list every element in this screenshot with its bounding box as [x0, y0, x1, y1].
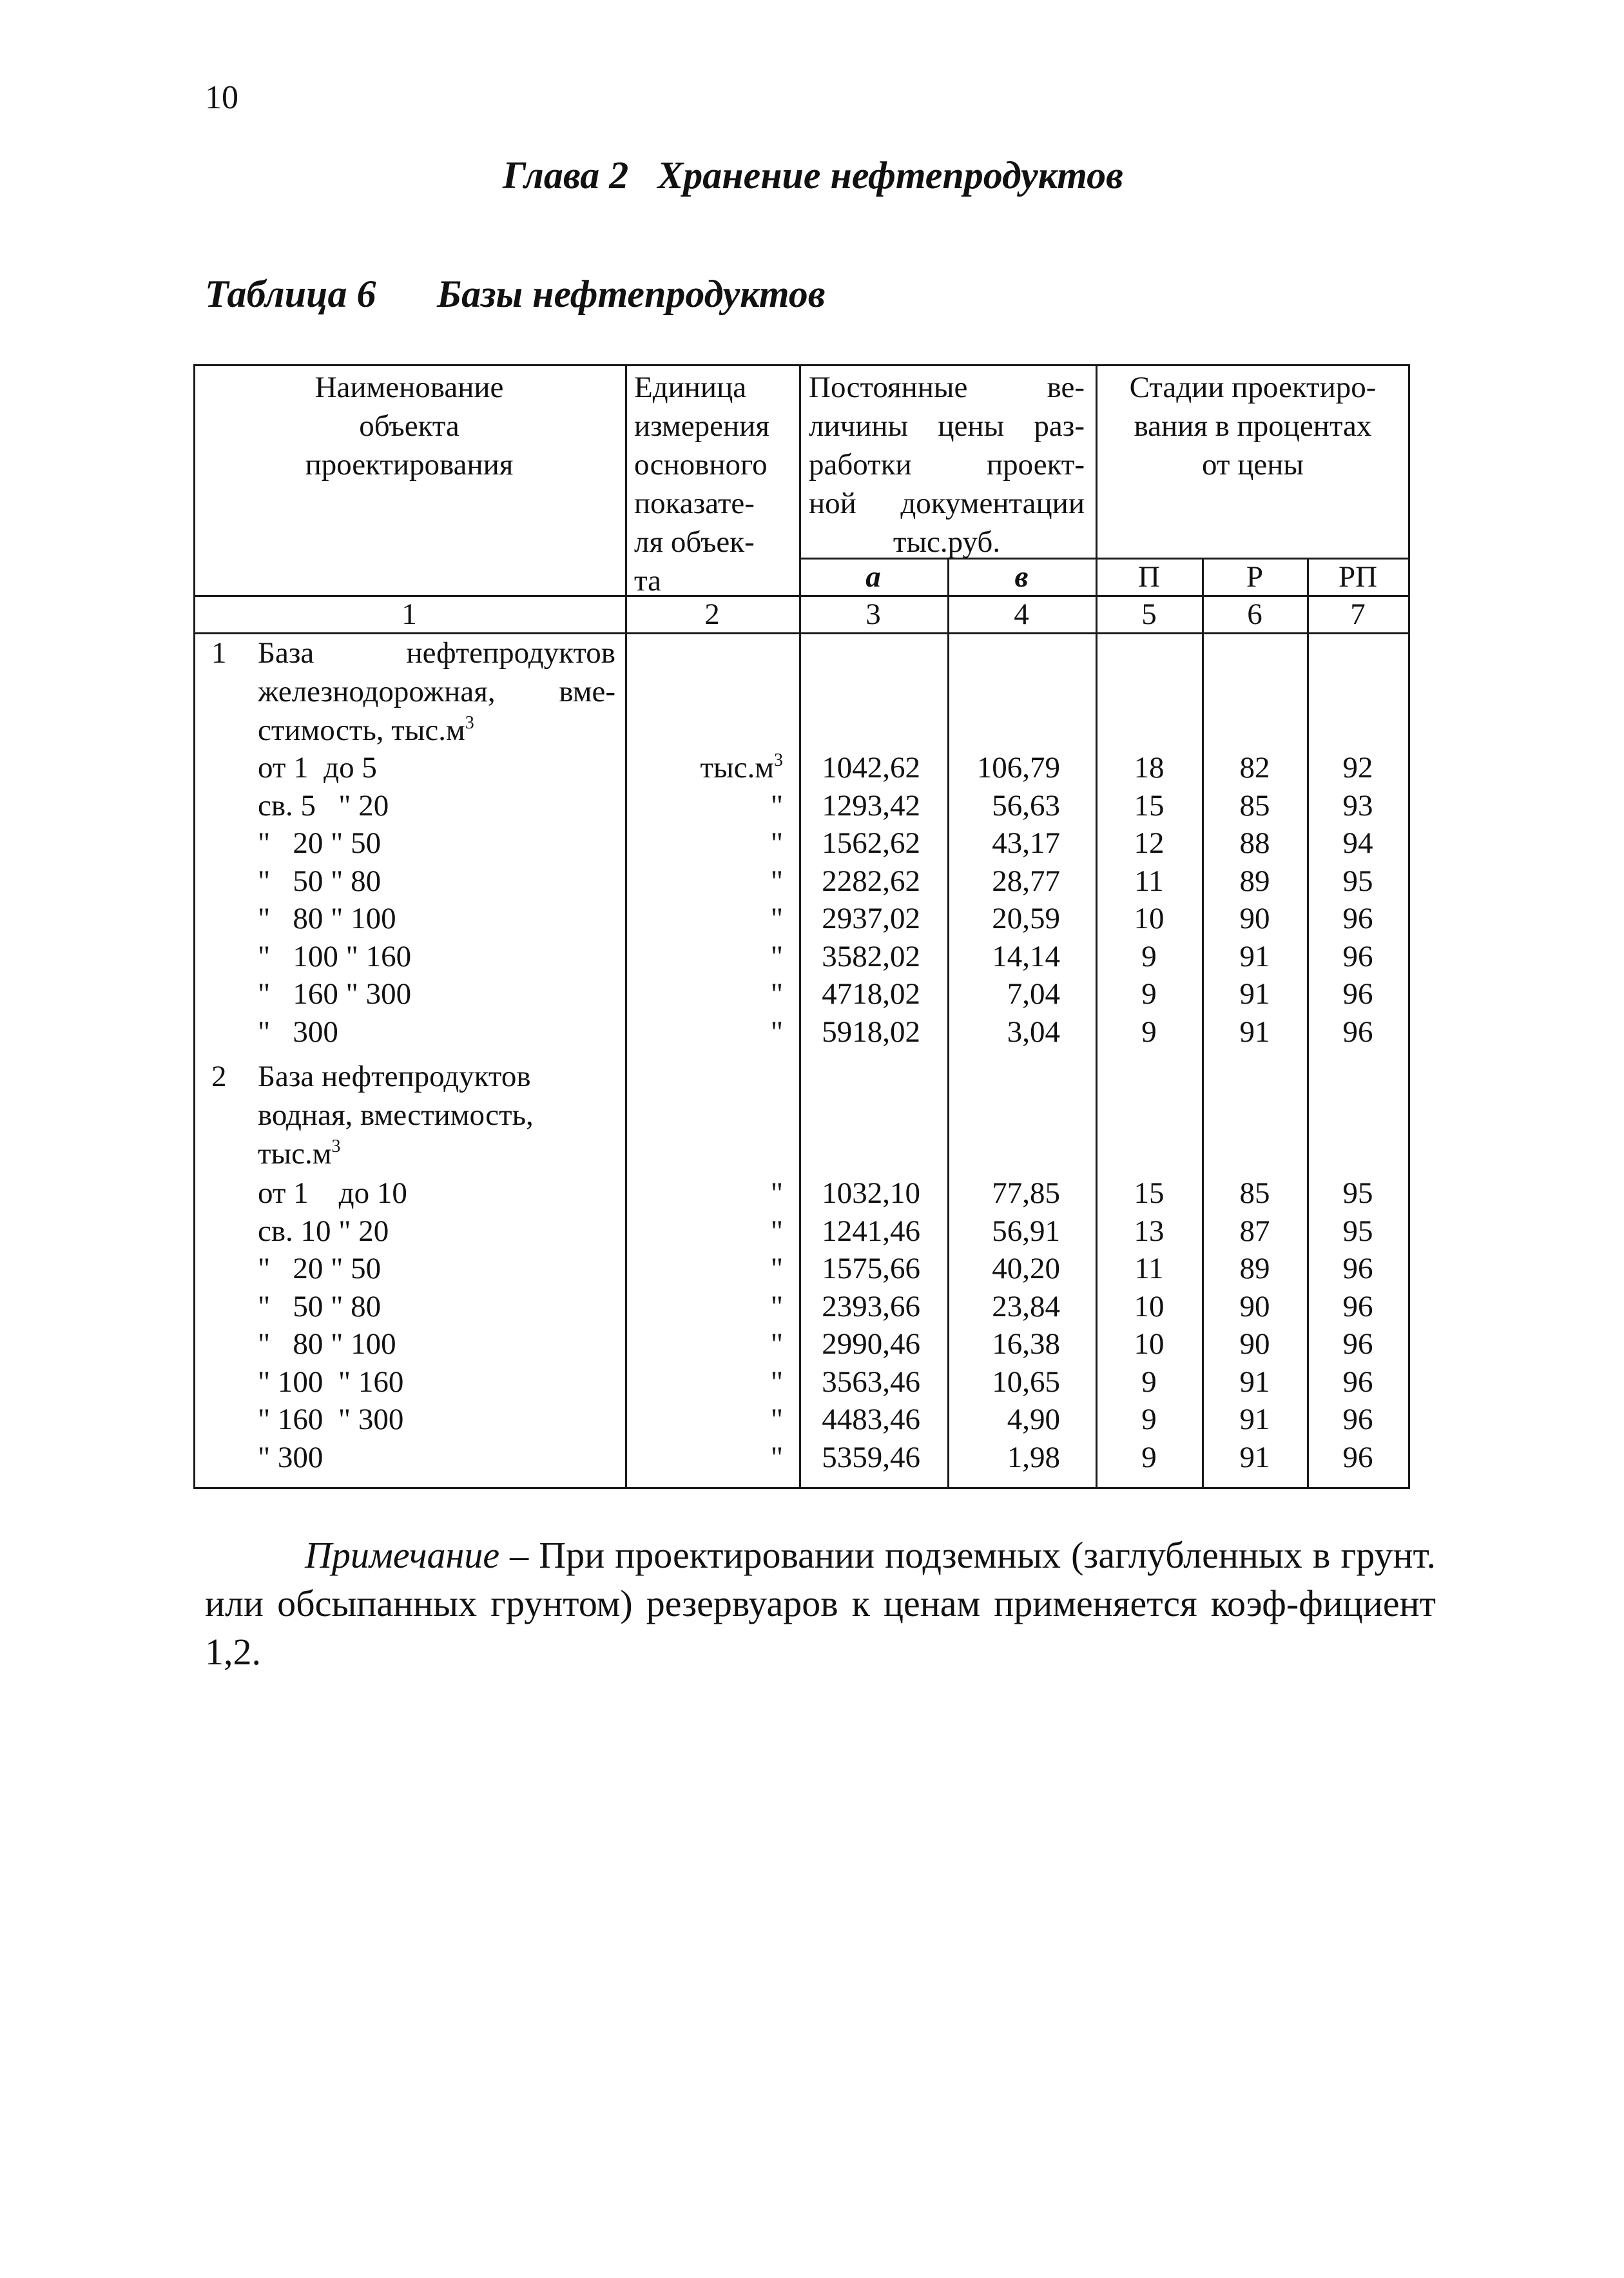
- cell-rp: 92: [1342, 751, 1373, 784]
- header-const: [809, 368, 1085, 561]
- cell-unit: ": [770, 1440, 783, 1474]
- section-title: [258, 1057, 534, 1173]
- section-title: [258, 634, 615, 750]
- header-name: [193, 368, 625, 484]
- note-paragraph: [205, 1531, 1436, 1676]
- cell-a: 1293,42: [822, 788, 920, 823]
- cell-unit: ": [770, 864, 783, 898]
- cell-unit: ": [770, 1289, 783, 1323]
- cell-b: 16,38: [992, 1327, 1060, 1361]
- price-table: [193, 364, 1410, 1489]
- cell-b: 14,14: [992, 939, 1060, 973]
- cell-b: 1,98: [1007, 1440, 1060, 1474]
- cell-name: " 100 " 160: [258, 1365, 404, 1399]
- cell-p: 15: [1134, 1176, 1165, 1210]
- cell-r: 85: [1239, 1176, 1270, 1210]
- cell-r: 91: [1239, 1015, 1270, 1049]
- cell-a: 3582,02: [822, 939, 920, 973]
- cell-p: 13: [1134, 1214, 1165, 1248]
- cell-name: " 80 " 100: [258, 1327, 396, 1361]
- header-line: измерения: [634, 409, 769, 443]
- cell-r: 87: [1239, 1214, 1270, 1248]
- cell-a: 4718,02: [822, 977, 920, 1011]
- cell-name: от 1 до 10: [258, 1176, 407, 1210]
- table-rule: [1408, 364, 1410, 1489]
- header-line: та: [634, 564, 661, 598]
- cell-unit: ": [770, 977, 783, 1011]
- subheader-rp: РП: [1338, 560, 1378, 594]
- cell-p: 10: [1134, 1327, 1165, 1361]
- header-unit: [634, 368, 769, 600]
- cell-name: " 50 " 80: [258, 1289, 382, 1323]
- note-text: – При проектировании подземных (заглубленных в грунт. или обсыпанных грунтом) резервуаров к ценам применяется коэф-фициент 1,2.: [205, 1534, 1436, 1673]
- cell-p: 10: [1134, 1289, 1165, 1323]
- cell-unit: ": [770, 1015, 783, 1049]
- section-number: 2: [211, 1060, 227, 1093]
- cell-name: " 300: [258, 1015, 338, 1049]
- cell-r: 85: [1239, 788, 1270, 823]
- table-note: [205, 1531, 1436, 1676]
- table-rule: [1307, 558, 1309, 1489]
- note-label: Примечание: [305, 1534, 500, 1576]
- section-number: 1: [211, 636, 227, 670]
- column-number: 4: [1014, 598, 1029, 631]
- cell-rp: 96: [1342, 977, 1373, 1011]
- subheader-b: в: [1014, 560, 1029, 594]
- cell-rp: 96: [1342, 902, 1373, 935]
- column-number: 6: [1247, 598, 1262, 631]
- cell-r: 90: [1239, 902, 1270, 935]
- cell-r: 91: [1239, 1440, 1270, 1474]
- section-title-line: стимость, $тыс.м^3$: [258, 713, 474, 747]
- cell-b: 3,04: [1007, 1015, 1060, 1049]
- header-line: вания в процентах: [1134, 409, 1372, 443]
- table-rule: [193, 1487, 1410, 1489]
- cell-unit: ": [770, 939, 783, 973]
- cell-a: 1032,10: [822, 1176, 920, 1210]
- header-line: основного: [634, 448, 768, 482]
- cell-a: 1575,66: [822, 1252, 920, 1285]
- cell-r: 90: [1239, 1289, 1270, 1323]
- table-rule: [1096, 364, 1097, 1489]
- cell-name: " 100 " 160: [258, 939, 412, 973]
- cell-unit: ": [770, 1365, 783, 1399]
- cell-rp: 96: [1342, 1365, 1373, 1399]
- cell-unit: ": [770, 1176, 783, 1210]
- cell-name: " 160 " 300: [258, 1403, 404, 1436]
- header-line: от цены: [1202, 448, 1304, 482]
- column-number: 3: [865, 598, 881, 631]
- header-line: Стадии проектиро-: [1129, 371, 1377, 404]
- cell-r: 91: [1239, 939, 1270, 973]
- cell-b: 4,90: [1007, 1403, 1060, 1436]
- header-line: проектирования: [305, 448, 514, 482]
- cell-b: 77,85: [992, 1176, 1060, 1210]
- cell-a: 2282,62: [822, 864, 920, 898]
- cell-p: 9: [1141, 1440, 1157, 1474]
- cell-rp: 96: [1342, 1440, 1373, 1474]
- table-rule: [1202, 558, 1204, 1489]
- cell-r: 91: [1239, 1365, 1270, 1399]
- table-rule: [625, 364, 627, 1489]
- cell-name: св. 5 " 20: [258, 788, 389, 823]
- section-title-line: $тыс.м^3$: [258, 1136, 341, 1171]
- cell-a: 1562,62: [822, 826, 920, 860]
- header-line: работки проект-: [809, 448, 1085, 482]
- cell-p: 11: [1134, 864, 1164, 898]
- cell-p: 15: [1134, 788, 1165, 823]
- cell-a: 4483,46: [822, 1403, 920, 1436]
- column-number: 2: [704, 598, 720, 631]
- cell-b: 23,84: [992, 1289, 1060, 1323]
- cell-a: 5918,02: [822, 1015, 920, 1049]
- cell-unit: ": [770, 826, 783, 860]
- subheader-a: а: [865, 560, 881, 594]
- cell-p: 11: [1134, 1252, 1164, 1285]
- cell-r: 90: [1239, 1327, 1270, 1361]
- cell-p: 9: [1141, 939, 1157, 973]
- cell-name: " 80 " 100: [258, 902, 396, 935]
- header-line: ной документации: [809, 487, 1085, 520]
- superscript: 3: [331, 1136, 341, 1156]
- cell-a: 2990,46: [822, 1327, 920, 1361]
- cell-a: 1042,62: [822, 751, 920, 784]
- cell-b: 7,04: [1007, 977, 1060, 1011]
- cell-rp: 94: [1342, 826, 1373, 860]
- cell-b: 106,79: [976, 751, 1060, 784]
- table-caption-label: Таблица 6: [205, 273, 376, 315]
- cell-rp: 95: [1342, 1214, 1373, 1248]
- cell-p: 18: [1134, 751, 1165, 784]
- header-line: Наименование: [314, 371, 504, 404]
- cell-unit: ": [770, 1252, 783, 1285]
- cell-unit: [701, 748, 783, 787]
- cell-p: 9: [1141, 1365, 1157, 1399]
- cell-p: 9: [1141, 1403, 1157, 1436]
- cell-name: " 300: [258, 1440, 324, 1474]
- table-caption: [205, 272, 826, 316]
- cell-r: 88: [1239, 826, 1270, 860]
- cell-b: 40,20: [992, 1252, 1060, 1285]
- cell-b: 56,91: [992, 1214, 1060, 1248]
- cell-rp: 96: [1342, 1289, 1373, 1323]
- cell-r: 89: [1239, 1252, 1270, 1285]
- cell-rp: 96: [1342, 1327, 1373, 1361]
- table-rule: [193, 364, 195, 1489]
- table-caption-title: Базы нефтепродуктов: [437, 273, 826, 315]
- cell-r: 91: [1239, 977, 1270, 1011]
- cell-unit: ": [770, 1403, 783, 1436]
- cell-a: 2393,66: [822, 1289, 920, 1323]
- cell-b: 28,77: [992, 864, 1060, 898]
- subheader-r: Р: [1246, 560, 1264, 594]
- chapter-title: Глава 2 Хранение нефтепродуктов: [503, 154, 1123, 197]
- superscript: 3: [465, 713, 474, 733]
- cell-a: 5359,46: [822, 1440, 920, 1474]
- header-line: объекта: [359, 409, 459, 443]
- cell-a: 2937,02: [822, 902, 920, 935]
- cell-rp: 96: [1342, 1015, 1373, 1049]
- cell-name: св. 10 " 20: [258, 1214, 389, 1248]
- cell-unit: ": [770, 1327, 783, 1361]
- cell-unit: ": [770, 788, 783, 823]
- cell-a: 3563,46: [822, 1365, 920, 1399]
- cell-unit-text: тыс.м: [700, 751, 774, 784]
- header-line: показате-: [634, 487, 755, 520]
- cell-rp: 93: [1342, 788, 1373, 823]
- cell-name: " 160 " 300: [258, 977, 412, 1011]
- table-rule: [193, 595, 1410, 597]
- section-title-line: База нефтепродуктов: [258, 636, 615, 670]
- cell-name: " 20 " 50: [258, 826, 382, 860]
- table-rule: [947, 558, 949, 1489]
- header-line: Постоянные ве-: [809, 371, 1085, 404]
- cell-b: 20,59: [992, 902, 1060, 935]
- page-number: 10: [205, 79, 238, 116]
- cell-r: 91: [1239, 1403, 1270, 1436]
- cell-name: от 1 до 5: [258, 751, 377, 784]
- cell-p: 9: [1141, 1015, 1157, 1049]
- cell-name: " 50 " 80: [258, 864, 382, 898]
- cell-rp: 96: [1342, 939, 1373, 973]
- cell-b: 43,17: [992, 826, 1060, 860]
- section-title-line: водная, вместимость,: [258, 1098, 534, 1132]
- cell-unit: ": [770, 902, 783, 935]
- cell-r: 82: [1239, 751, 1270, 784]
- header-stages: [1096, 368, 1410, 484]
- column-number: 1: [401, 598, 417, 631]
- cell-p: 12: [1134, 826, 1165, 860]
- cell-a: 1241,46: [822, 1214, 920, 1248]
- header-line: тыс.руб.: [893, 525, 1001, 559]
- cell-r: 89: [1239, 864, 1270, 898]
- cell-p: 9: [1141, 977, 1157, 1011]
- cell-p: 10: [1134, 902, 1165, 935]
- cell-rp: 95: [1342, 1176, 1373, 1210]
- section-title-line: железнодорожная, вме-: [258, 675, 615, 708]
- subheader-p: П: [1138, 560, 1160, 594]
- column-number: 7: [1350, 598, 1366, 631]
- cell-rp: 95: [1342, 864, 1373, 898]
- cell-b: 10,65: [992, 1365, 1060, 1399]
- cell-rp: 96: [1342, 1252, 1373, 1285]
- column-number: 5: [1141, 598, 1157, 631]
- cell-unit: ": [770, 1214, 783, 1248]
- header-line: личины цены раз-: [809, 409, 1085, 443]
- header-line: ля объек-: [634, 525, 755, 559]
- section-title-line: База нефтепродуктов: [258, 1060, 531, 1093]
- superscript: 3: [774, 750, 783, 770]
- table-rule: [193, 364, 1410, 366]
- cell-b: 56,63: [992, 788, 1060, 823]
- cell-name: " 20 " 50: [258, 1252, 382, 1285]
- table-rule: [799, 364, 801, 1489]
- header-line: Единица: [634, 371, 747, 404]
- cell-rp: 96: [1342, 1403, 1373, 1436]
